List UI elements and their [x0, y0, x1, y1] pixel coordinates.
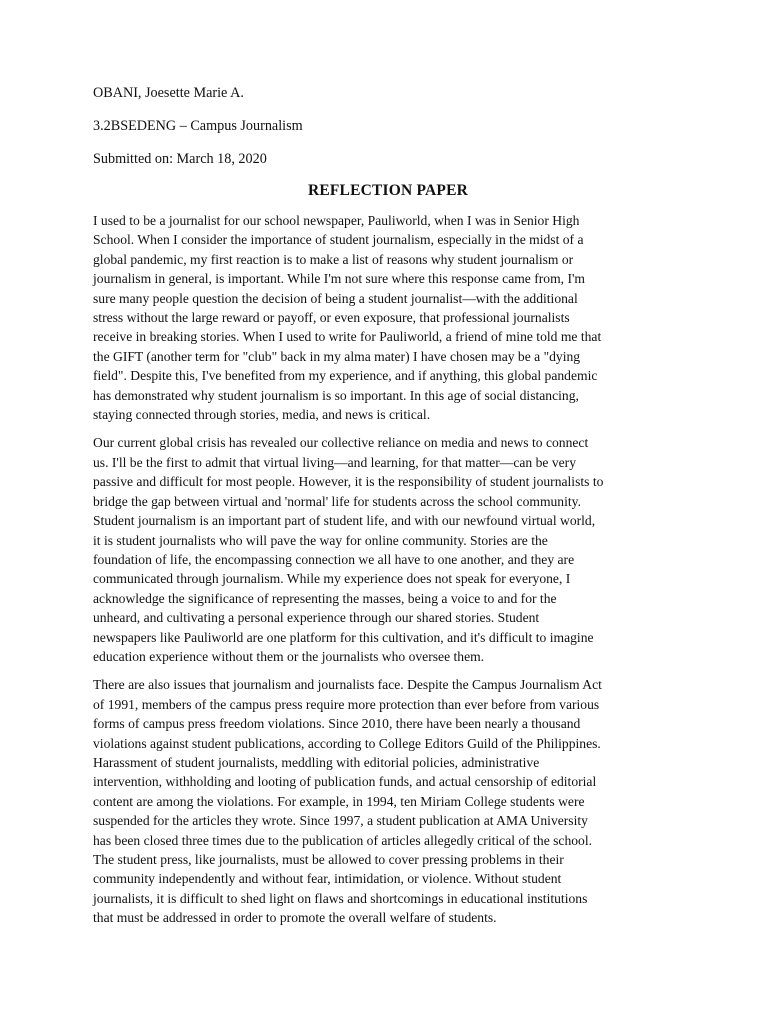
submission-date: Submitted on: March 18, 2020: [93, 151, 267, 167]
paragraph-line: the GIFT (another term for "club" back in my alma mater) I have chosen may be a "dying: [93, 348, 581, 364]
paragraph-line: passive and difficult for most people. However, it is the responsibility of student journalists to: [93, 474, 604, 490]
paragraph-line: it is student journalists who will pave the way for online community. Stories are the: [93, 532, 548, 548]
paragraph-line: field". Despite this, I've benefited from my experience, and if anything, this global pandemic: [93, 368, 598, 384]
paragraph-line: global pandemic, my first reaction is to make a list of reasons why student journalism or: [93, 251, 574, 267]
paragraph-line: has demonstrated why student journalism is so important. In this age of social distancing,: [93, 387, 579, 403]
paragraph-line: The student press, like journalists, must be allowed to cover pressing problems in their: [93, 852, 564, 867]
paragraph-line: Student journalism is an important part of student life, and with our newfound virtual world,: [93, 513, 596, 529]
paragraph-line: education experience without them or the journalists who oversee them.: [93, 648, 485, 664]
paragraph-3: [93, 675, 683, 927]
paragraph-line: unheard, and cultivating a personal experience through our shared stories. Student: [93, 610, 540, 626]
page-title: REFLECTION PAPER: [307, 182, 469, 199]
paragraph-line: that must be addressed in order to promote the overall welfare of students.: [93, 910, 497, 926]
paragraph-line: of 1991, members of the campus press require more protection than ever before from various: [93, 696, 600, 712]
paragraph-line: Our current global crisis has revealed our collective reliance on media and news to connect: [93, 435, 589, 451]
paragraph-line: forms of campus press freedom violations. Since 2010, there have been nearly a thousand: [93, 716, 581, 732]
paragraph-line: community independently and without fear, intimidation, or violence. Without student: [93, 871, 562, 887]
paragraph-line: stress without the large reward or payoff, or even exposure, that professional journalists: [93, 310, 570, 326]
paragraph-line: foundation of life, the encompassing connection we all have to one another, and they are: [93, 551, 575, 567]
paragraph-line: I used to be a journalist for our school newspaper, Pauliworld, when I was in Senior High: [93, 213, 580, 228]
paragraph-line: journalists, it is difficult to shed light on flaws and shortcomings in educational institutions: [93, 890, 588, 906]
paragraph-line: School. When I consider the importance of student journalism, especially in the midst of a: [93, 232, 584, 248]
course-line: 3.2BSEDENG – Campus Journalism: [93, 118, 303, 134]
paragraph-line: has been closed three times due to the publication of articles allegedly critical of the school.: [93, 832, 593, 848]
document-page: [93, 84, 683, 937]
paragraph-line: intervention, withholding and looting of publication funds, and actual censorship of editorial: [93, 774, 597, 790]
paragraph-line: communicated through journalism. While my experience does not speak for everyone, I: [93, 571, 571, 587]
paragraph-line: suspended for the articles they wrote. Since 1997, a student publication at AMA University: [93, 813, 588, 829]
paragraph-1: [93, 211, 683, 424]
body-text: [93, 211, 683, 928]
paragraph-2: [93, 433, 683, 666]
paragraph-line: sure many people question the decision of being a student journalist—with the additional: [93, 290, 578, 306]
paragraph-line: staying connected through stories, media, and news is critical.: [93, 407, 431, 423]
paragraph-line: There are also issues that journalism and journalists face. Despite the Campus Journalism Act: [93, 677, 602, 693]
paragraph-line: Harassment of student journalists, meddling with editorial policies, administrative: [93, 754, 540, 770]
paragraph-line: acknowledge the significance of representing the masses, being a voice to and for the: [93, 590, 557, 606]
paragraph-line: journalism in general, is important. While I'm not sure where this response came from, I'm: [93, 271, 586, 287]
author-name: OBANI, Joesette Marie A.: [93, 85, 244, 101]
paragraph-line: violations against student publications, according to College Editors Guild of the Philippines.: [93, 735, 601, 751]
paragraph-line: bridge the gap between virtual and 'normal' life for students across the school community.: [93, 493, 581, 509]
paragraph-line: receive in breaking stories. When I used to write for Pauliworld, a friend of mine told me that: [93, 329, 602, 345]
paragraph-line: content are among the violations. For example, in 1994, ten Miriam College students were: [93, 793, 585, 809]
paragraph-line: newspapers like Pauliworld are one platform for this cultivation, and it's difficult to imagine: [93, 629, 594, 645]
paragraph-line: us. I'll be the first to admit that virtual living—and learning, for that matter—can be very: [93, 454, 577, 470]
